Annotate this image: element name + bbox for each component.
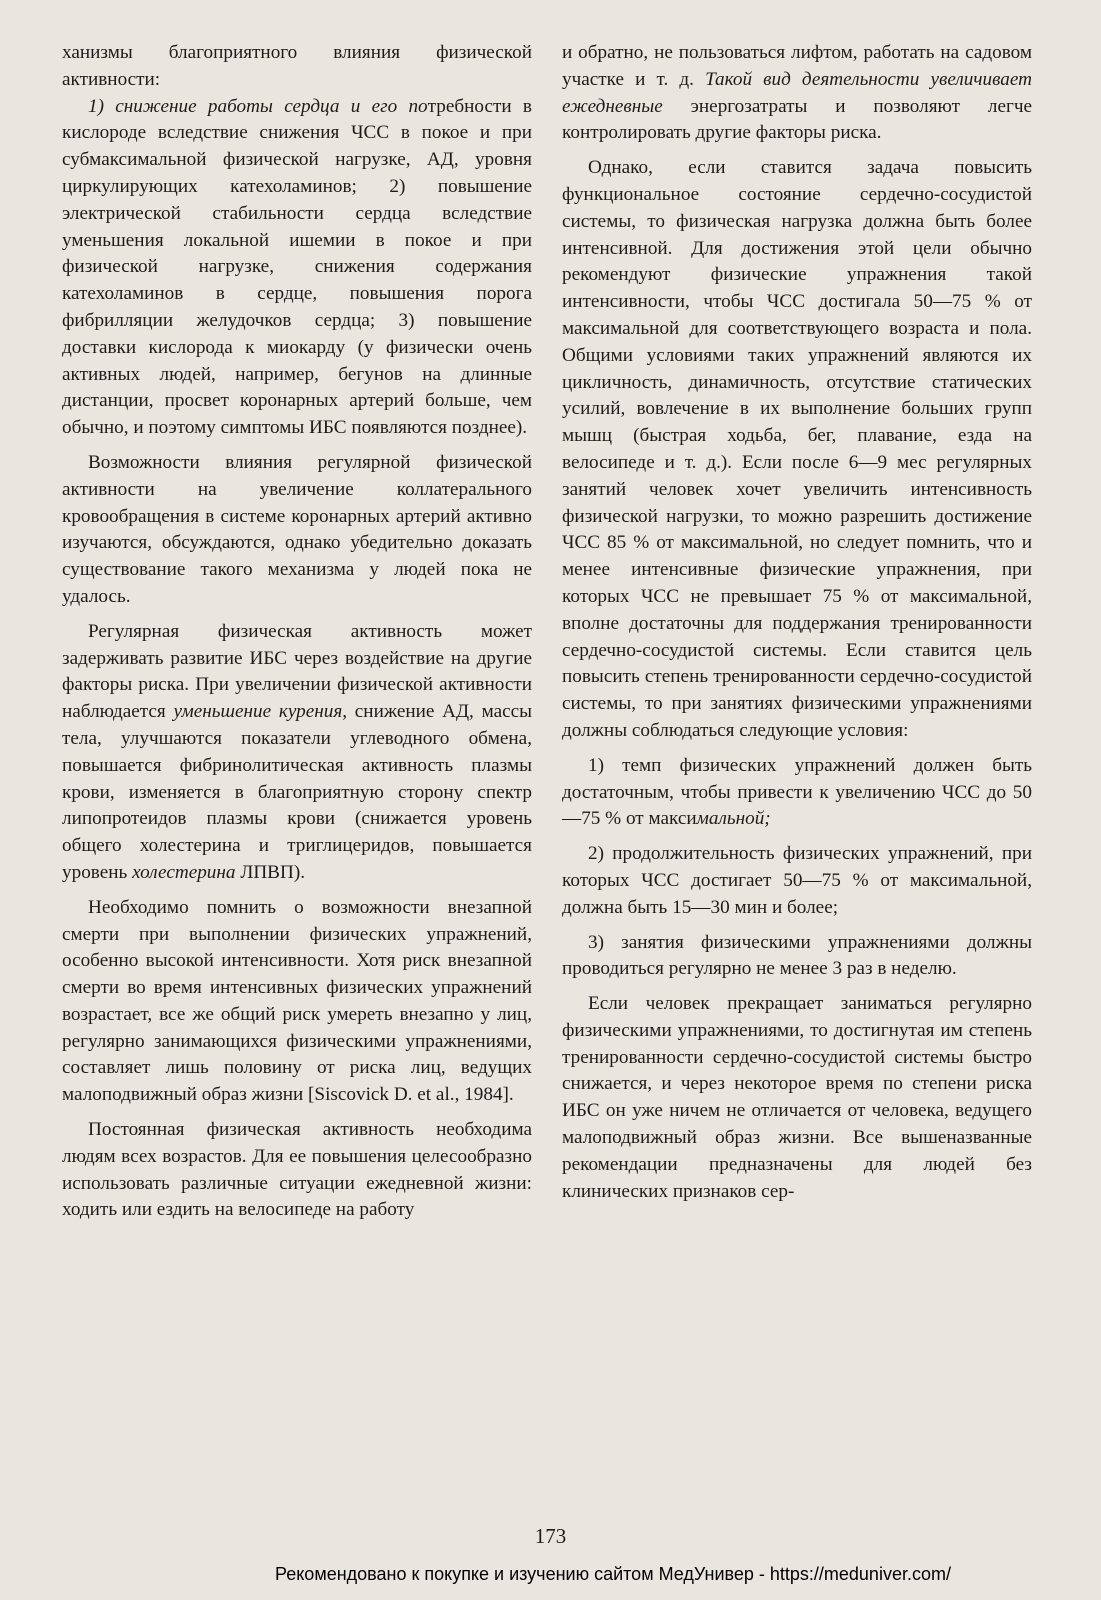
right-paragraph-1 — [562, 40, 1032, 147]
left-paragraph-4-italic: уменьшение курения, — [173, 701, 348, 723]
right-list-item-1 — [562, 753, 1032, 833]
left-paragraph-2 — [62, 94, 532, 442]
right-paragraph-6: Если человек прекращает заниматься регулярно физическими упражнениями, то достигнутая им степень тренированности сердечно-сосудистой системы быстро снижается, и через некоторое время по степени риска ИБС он уже ничем не отличается от человека, ведущего малоподвижный образ жизни. Все вышеназванные рекомендации предназначены для людей без клинических признаков сер- — [562, 993, 1032, 1202]
left-paragraph-3: Возможности влияния регулярной физической активности на увеличение коллатерального кровообращения в системе коронарных артерий активно изучаются, обсуждаются, однако убедительно доказать существование такого механизма у людей пока не удалось. — [62, 451, 532, 607]
right-column — [562, 40, 1032, 1205]
left-paragraph-6: Постоянная физическая активность необходима людям всех возрастов. Для ее повышения целесообразно использовать различные ситуации ежедневной жизни: ходить или ездить на велосипеде на работу — [62, 1119, 532, 1221]
left-paragraph-4-text-a: Регулярная физическая активность может задерживать развитие ИБС через воздействие на другие факторы риска. При увеличении физической активности наблюдается — [62, 620, 532, 723]
right-paragraph-1-italic: Такой вид деятельности увеличивает ежедневные — [562, 68, 1032, 117]
left-paragraph-4-italic-2: холестерина — [132, 861, 236, 883]
right-paragraph-1-text-a: и обратно, не пользоваться лифтом, работать на садовом участке и т. д. — [562, 42, 1032, 90]
page-number: 173 — [534, 1524, 567, 1548]
right-list-item-1-text: 1) темп физических упражнений должен быть достаточным, чтобы привести к увеличению ЧСС до 50—75 % от макси — [562, 754, 1032, 830]
right-list-item-1-italic: мальной; — [696, 808, 771, 830]
left-column — [62, 40, 532, 1224]
left-paragraph-2-italic: 1) снижение работы сердца и его по — [88, 95, 428, 117]
left-paragraph-1: ханизмы благоприятного влияния физической активности: — [62, 42, 532, 90]
footer-recommendation: Рекомендовано к покупке и изучению сайтом МедУнивер - https://meduniver.com/ — [275, 1564, 951, 1584]
right-paragraph-1-text-b: энергозатраты и позволяют легче контролировать другие факторы риска. — [562, 95, 1033, 144]
right-list-item-2: 2) продолжительность физических упражнений, при которых ЧСС достигает 50—75 % от максимальной, должна быть 15—30 мин и более; — [562, 843, 1032, 918]
right-paragraph-2: Однако, если ставится задача повысить функциональное состояние сердечно-сосудистой системы, то физическая нагрузка должна быть более интенсивной. Для достижения этой цели обычно рекомендуют физические упражнения такой интенсивности, чтобы ЧСС достигала 50—75 % от максимальной для соответствующего возраста и пола. Общими условиями таких упражнений являются их цикличность, динамичность, отсутствие статических усилий, вовлечение в их выполнение больших групп мышц (быстрая ходьба, бег, плавание, езда на велосипеде и т. д.). Если после 6—9 мес регулярных занятий человек хочет увеличить интенсивность физической нагрузки, то можно разрешить достижение ЧСС 85 % от максимальной, но следует помнить, что и менее интенсивные физические упражнения, при которых ЧСС не превышает 75 % от максимальной, вполне достаточны для поддержания тренированности сердечно-сосудистой системы. Если ставится цель повысить степень тренированности сердечно-сосудистой системы, то при занятиях физическими упражнениями должны соблюдаться следующие условия: — [562, 157, 1032, 741]
left-paragraph-4-text-c: ЛПВП). — [240, 861, 306, 883]
left-paragraph-4-text-b: снижение АД, массы тела, улучшаются показатели углеводного обмена, повышается фибринолитическая активность плазмы крови, изменяется в благоприятную сторону спектр липопротеидов плазмы крови (снижается уровень общего холестерина и триглицеридов, повышается уровень — [62, 701, 533, 883]
left-paragraph-2-text: требности в кислороде вследствие снижения ЧСС в покое и при субмаксимальной физической нагрузке, АД, уровня циркулирующих катехоламинов; 2) повышение электрической стабильности сердца вследствие уменьшения локальной ишемии в покое и при физической нагрузке, снижения содержания катехоламинов в сердце, повышения порога фибрилляции желудочков сердца; 3) повышение доставки кислорода к миокарду (у физически очень активных людей, например, бегунов на длинные дистанции, просвет коронарных артерий больше, чем обычно, и поэтому симптомы ИБС появляются позднее). — [62, 95, 532, 439]
right-list-item-3: 3) занятия физическими упражнениями должны проводиться регулярно не менее 3 раз в неделю. — [562, 931, 1032, 980]
left-paragraph-4 — [62, 619, 532, 887]
left-paragraph-5: Необходимо помнить о возможности внезапной смерти при выполнении физических упражнений, особенно высокой интенсивности. Хотя риск внезапной смерти во время интенсивных физических упражнений возрастает, все же общий риск умереть внезапно у лиц, регулярно занимающихся физическими упражнениями, составляет лишь половину от риска лиц, ведущих малоподвижный образ жизни [Siscovick D. et al., 1984]. — [62, 896, 532, 1106]
